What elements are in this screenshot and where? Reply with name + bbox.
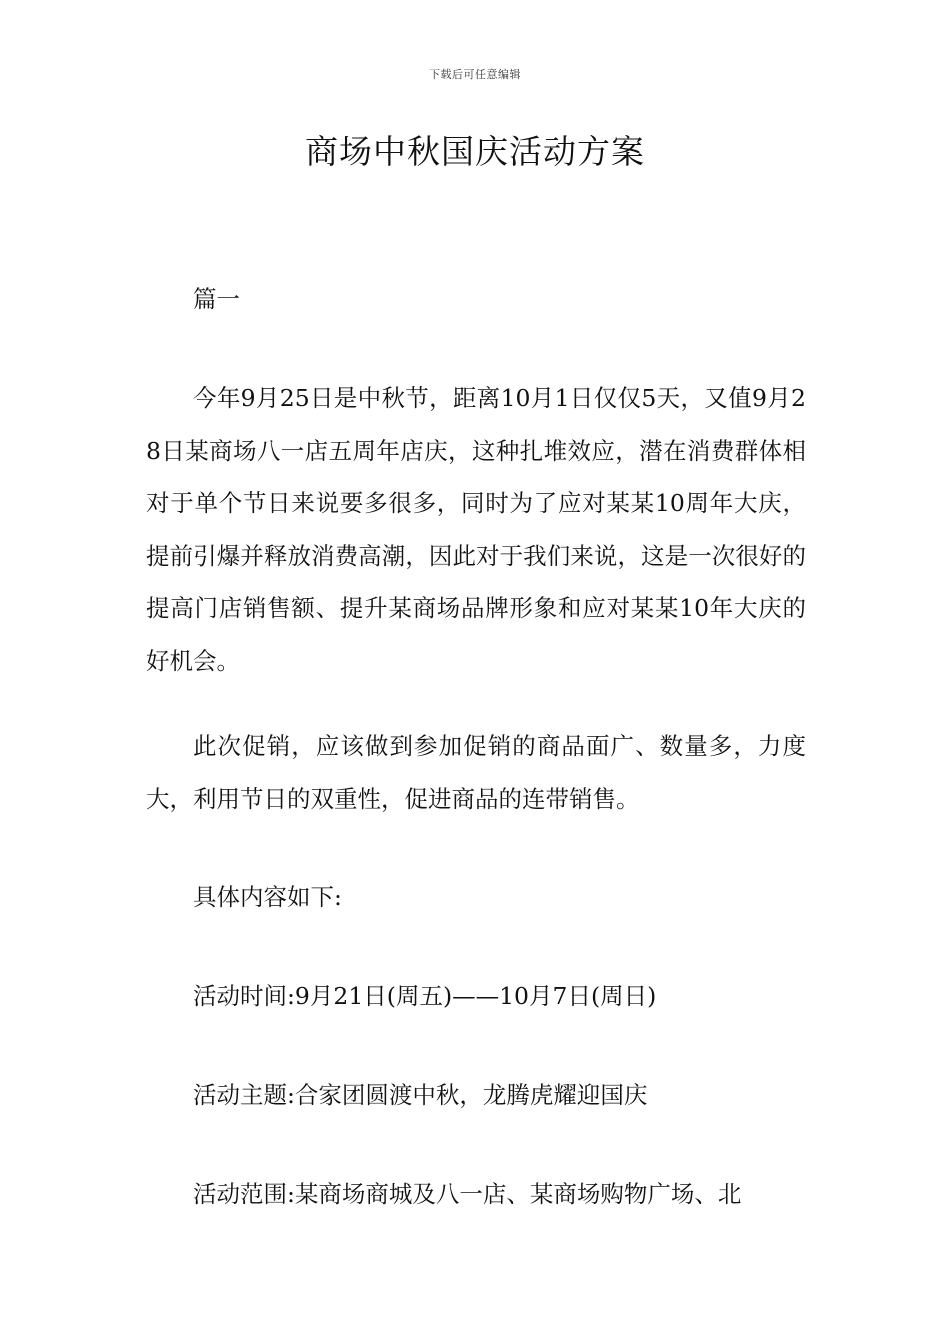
document-title: 商场中秋国庆活动方案: [305, 132, 645, 171]
activity-theme: 活动主题:合家团圆渡中秋，龙腾虎耀迎国庆: [193, 1081, 648, 1109]
header-note: 下载后可任意编辑: [429, 68, 521, 81]
promotion-paragraph: 此次促销，应该做到参加促销的商品面广、数量多，力度大，利用节日的双重性，促进商品的连带销售。: [146, 732, 806, 813]
activity-time: 活动时间:9月21日(周五)——10月7日(周日): [193, 982, 657, 1010]
activity-scope: 活动范围:某商场商城及八一店、某商场购物广场、北: [193, 1180, 742, 1208]
details-heading: 具体内容如下:: [193, 883, 342, 911]
intro-paragraph: 今年9月25日是中秋节，距离10月1日仅仅5天，又值9月28日某商场八一店五周年店庆，这种扎堆效应，潜在消费群体相对于单个节日来说要多很多，同时为了应对某某10周年大庆，提前引爆并释放消费高潮，因此对于我们来说，这是一次很好的提高门店销售额、提升某商场品牌形象和应对某某10年大庆的好机会。: [146, 384, 806, 675]
section-heading: 篇一: [193, 285, 240, 313]
